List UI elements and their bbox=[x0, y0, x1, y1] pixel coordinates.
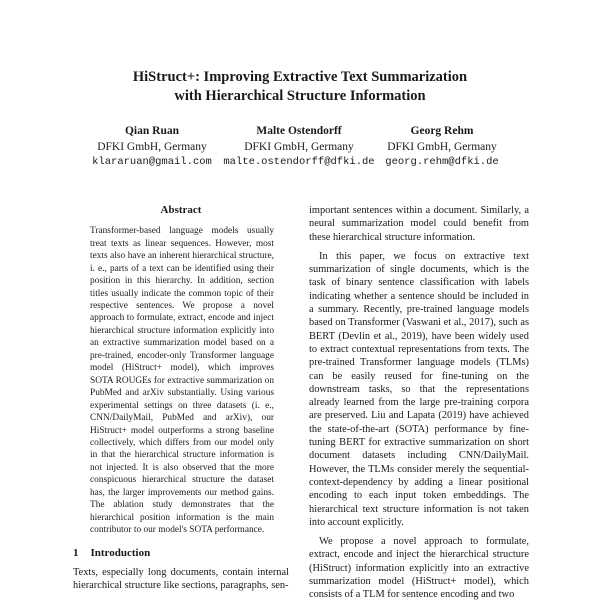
author-name: Georg Rehm bbox=[410, 125, 474, 137]
section-title: Introduction bbox=[90, 546, 151, 559]
author-email: malte.ostendorff@dfki.de bbox=[223, 156, 375, 168]
intro-paragraph-continued: important sentences within a document. Similarly, a neural summarization model could benefit from these hierarchical structure information. bbox=[309, 205, 529, 243]
intro-paragraph-2: In this paper, we focus on extractive text summarization of single documents, which is the task of binary sentence classification with labels indicating whether a sentence should be included in a summary. Recently, pre-trained language models based on Transformer (Vaswani et al., 2017), such as BERT (Devlin et al., 2019), have been widely used to extract contextual representations from texts. The pre-trained Transformer language models (TLMs) can be easily reused for fine-tuning on the downstream tasks, so that the representations already learned from the large pre-training corpora are preserved. Liu and Lapata (2019) have achieved the state-of-the-art (SOTA) performance by fine-tuning BERT for extractive summarization on short document datasets including CNN/DailyMail. However, the TLMs consider merely the sequential-context-dependency by adding a linear positional encoding to each input token embeddings. The hierarchical text structure information is not taken into account explicitly. bbox=[309, 250, 529, 528]
author-email: klararuan@gmail.com bbox=[92, 156, 212, 168]
author-affiliation: DFKI GmbH, Germany bbox=[97, 140, 207, 153]
left-column bbox=[73, 204, 289, 599]
intro-paragraph: Texts, especially long documents, contain internal hierarchical structure like sections, paragraphs, sen- bbox=[73, 566, 289, 592]
paper-title bbox=[0, 68, 600, 106]
author-3 bbox=[342, 124, 542, 171]
intro-paragraph-3: We propose a novel approach to formulate, extract, encode and inject the hierarchical structure (HiStruct) information explicitly into an extractive summarization model (HiStruct+ model), which consists of a TLM for sentence encoding and two bbox=[309, 536, 529, 601]
abstract-heading: Abstract bbox=[160, 204, 202, 216]
abstract-text: Transformer-based language models usually treat texts as linear sequences. However, most texts also have an inherent hierarchical structure, i. e., parts of a text can be identified using their position in this hierarchy. In addition, section titles usually indicate the common topic of their respective sentences. We propose a novel approach to formulate, extract, encode and inject hierarchical structure information explicitly into an extractive summarization model based on a pre-trained, encoder-only Transformer language model (HiStruct+ model), which improves SOTA ROUGEs for extractive summarization on PubMed and arXiv substantially. Using various experimental settings on three datasets (i. e., CNN/DailyMail, PubMed and arXiv), our HiStruct+ model outperforms a strong baseline collectively, which differs from our model only in that the hierarchical structure information is not injected. It is also observed that the more conspicuous hierarchical structure the dataset has, the larger improvements our method gains. The ablation study demonstrates that the hierarchical position information is the main contributor to our model's SOTA performance. bbox=[90, 226, 274, 536]
right-column bbox=[309, 204, 529, 608]
author-affiliation: DFKI GmbH, Germany bbox=[387, 140, 497, 153]
author-email: georg.rehm@dfki.de bbox=[385, 156, 499, 168]
section-heading-introduction bbox=[73, 547, 289, 560]
author-name: Malte Ostendorff bbox=[256, 125, 342, 137]
title-line-2: with Hierarchical Structure Information bbox=[174, 88, 426, 104]
author-name: Qian Ruan bbox=[124, 125, 179, 137]
title-line-1: HiStruct+: Improving Extractive Text Summarization bbox=[132, 69, 468, 85]
section-number: 1 bbox=[73, 546, 79, 559]
author-affiliation: DFKI GmbH, Germany bbox=[244, 140, 354, 153]
